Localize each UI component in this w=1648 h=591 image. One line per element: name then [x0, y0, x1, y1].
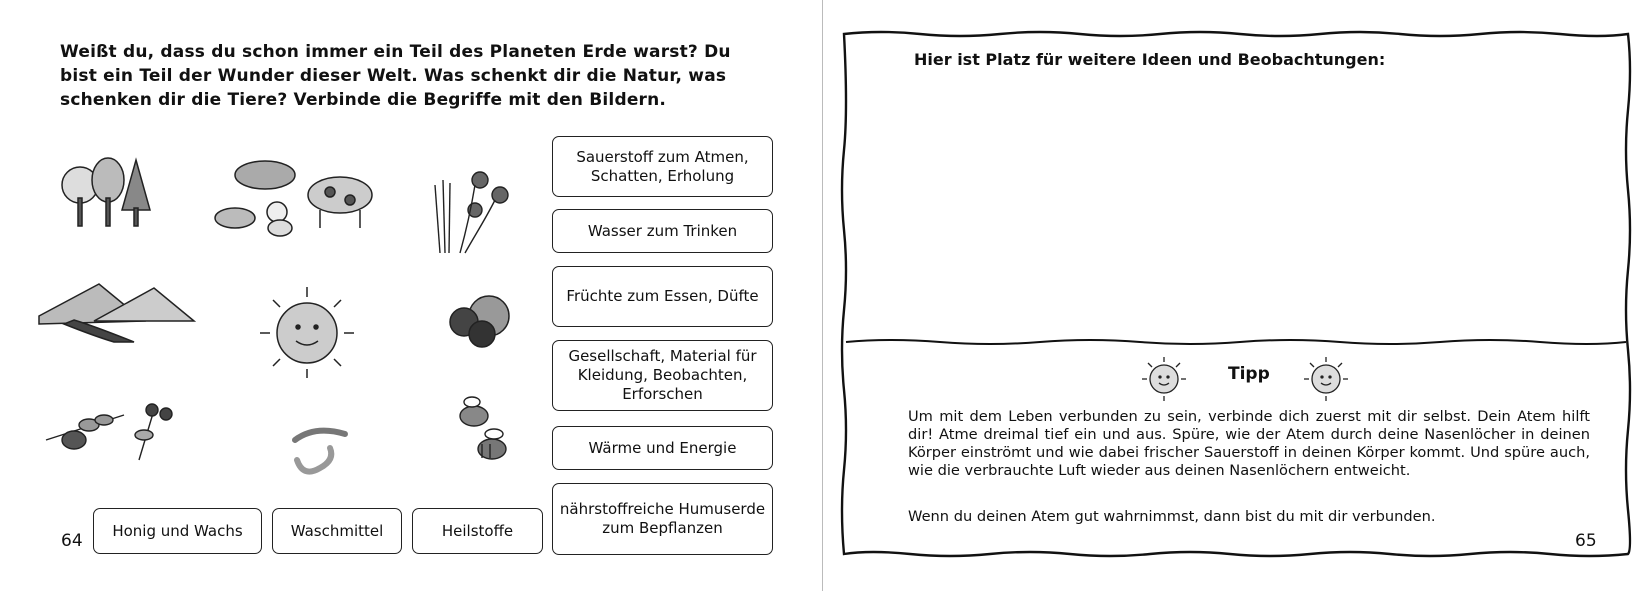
bees-illustration — [452, 394, 514, 469]
answer-box-label: Wasser zum Trinken — [587, 221, 738, 240]
answer-box-label: Honig und Wachs — [112, 521, 243, 540]
answer-box-label: Waschmittel — [290, 521, 384, 540]
answer-box-label: Sauerstoff zum Atmen, Schatten, Erholung — [576, 147, 749, 185]
left-page — [0, 0, 823, 591]
answer-box-company — [552, 340, 773, 411]
answer-box-soil — [552, 483, 773, 555]
answer-box-healing — [412, 508, 543, 554]
answer-box-honey — [93, 508, 262, 554]
mountains-illustration — [34, 276, 196, 346]
notes-heading: Hier ist Platz für weitere Ideen und Beobachtungen: — [914, 50, 1386, 69]
trees-illustration — [58, 150, 158, 230]
herbs-illustration — [44, 400, 179, 465]
chestnuts-illustration — [444, 292, 514, 352]
worms-illustration — [285, 420, 355, 480]
tipp-title: Tipp — [1228, 364, 1270, 384]
page-heading: Weißt du, dass du schon immer ein Teil des Planeten Erde warst? Du bist ein Teil der Wunder dieser Welt. Was schenkt dir die Natur, was schenken dir die Tiere? Verbinde die Begriffe mit den Bildern. — [60, 42, 731, 110]
page-number-right: 65 — [1575, 531, 1597, 551]
answer-box-oxygen — [552, 136, 773, 197]
sun-icon-left — [1141, 356, 1187, 402]
farm-animals-illustration — [205, 150, 395, 245]
tipp-paragraph-2: Wenn du deinen Atem gut wahrnimmst, dann bist du mit dir verbunden. — [908, 508, 1436, 525]
answer-box-water — [552, 209, 773, 253]
answer-box-label: Heilstoffe — [441, 521, 514, 540]
answer-box-detergent — [272, 508, 402, 554]
right-page — [823, 0, 1648, 591]
sun-icon-right — [1303, 356, 1349, 402]
tipp-paragraph-1: Um mit dem Leben verbunden zu sein, verbinde dich zuerst mit dir selbst. Dein Atem hilft dir! Atme dreimal tief ein und aus. Spüre, wie der Atem durch deine Nasenlöcher in deinen Körper einströmt und wie dabei frischer Sauerstoff in deinen Körper kommt. Und spüre auch, wie die verbrauchte Luft wieder aus deinen Nasenlöchern entweicht. — [908, 408, 1590, 479]
answer-box-label: Früchte zum Essen, Düfte — [566, 287, 759, 305]
answer-box-fruits — [552, 266, 773, 327]
flowers-illustration — [425, 165, 520, 255]
answer-box-label: Gesellschaft, Material für Kleidung, Beobachten, Erforschen — [568, 347, 757, 403]
sun-illustration — [258, 285, 356, 380]
page-number-left: 64 — [61, 531, 83, 551]
answer-box-label: Wärme und Energie — [588, 438, 737, 457]
answer-box-label: nährstoffreiche Humuserde zum Bepflanzen — [559, 500, 766, 537]
answer-box-warmth — [552, 426, 773, 470]
